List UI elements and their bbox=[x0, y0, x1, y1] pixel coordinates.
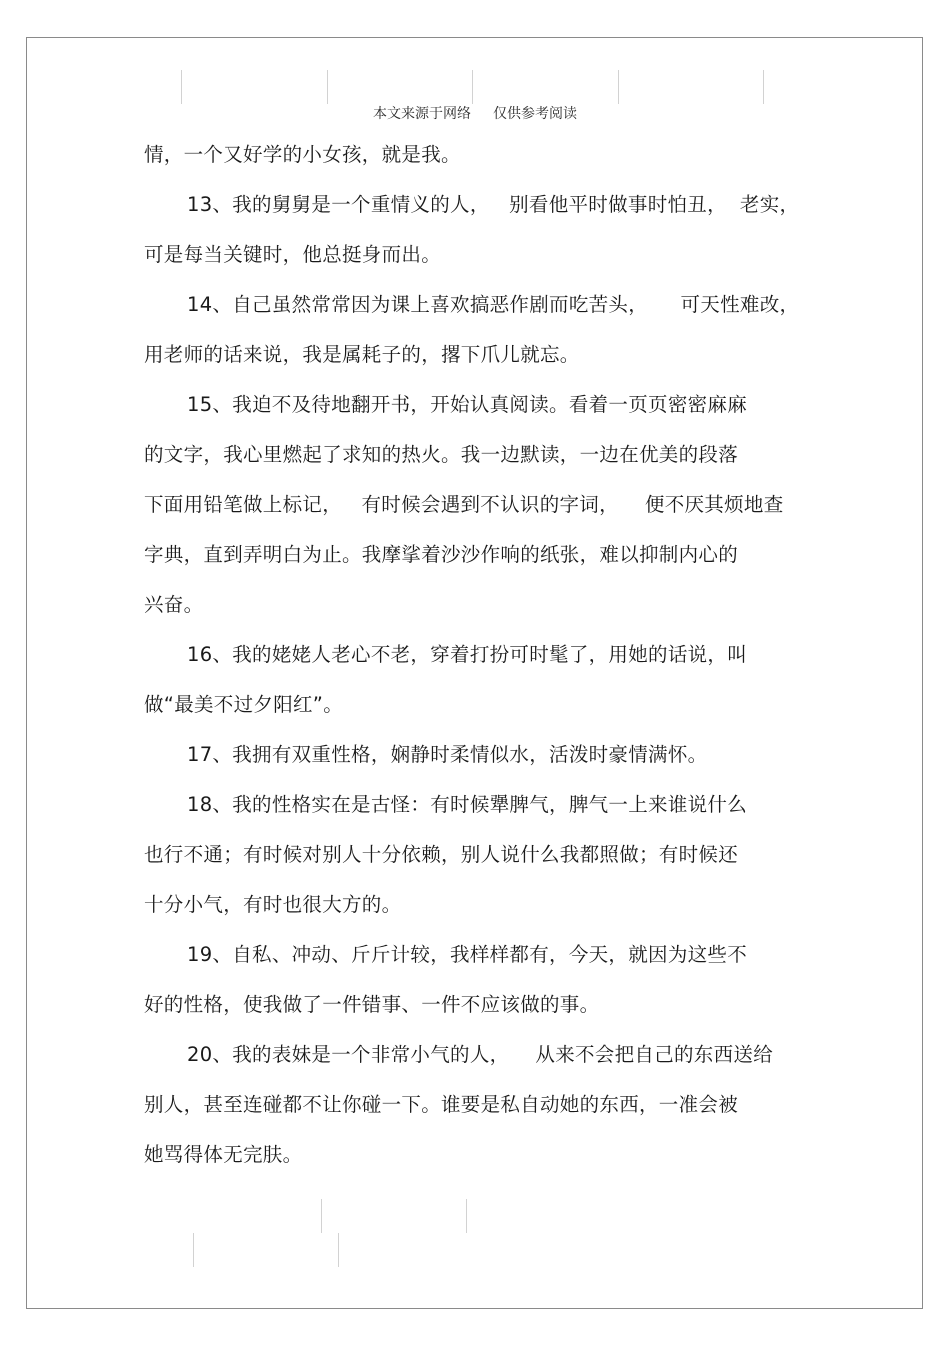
text-line: 做“最美不过夕阳红”。 bbox=[144, 693, 344, 716]
footer-divider bbox=[466, 1199, 467, 1233]
footer-divider bbox=[338, 1233, 339, 1267]
header-divider bbox=[763, 70, 764, 104]
text-line: 19、自私、冲动、斤斤计较，我样样都有，今天，就因为这些不 bbox=[187, 943, 748, 966]
footer-divider bbox=[193, 1233, 194, 1267]
header-divider bbox=[618, 70, 619, 104]
text-line: 下面用铅笔做上标记， 有时候会遇到不认识的字词， 便不厌其烦地查 bbox=[144, 493, 784, 516]
text-line: 情，一个又好学的小女孩，就是我。 bbox=[144, 143, 461, 166]
text-line: 好的性格，使我做了一件错事、一件不应该做的事。 bbox=[144, 993, 600, 1016]
header-divider bbox=[472, 70, 473, 104]
text-line: 别人，甚至连碰都不让你碰一下。谁要是私自动她的东西，一准会被 bbox=[144, 1093, 739, 1116]
header-divider bbox=[181, 70, 182, 104]
text-line: 也行不通；有时候对别人十分依赖，别人说什么我都照做；有时候还 bbox=[144, 843, 739, 866]
text-line: 17、我拥有双重性格，娴静时柔情似水，活泼时豪情满怀。 bbox=[187, 743, 708, 766]
reference-note: 仅供参考阅读 bbox=[493, 106, 577, 122]
header-note bbox=[0, 103, 950, 123]
text-line: 用老师的话来说，我是属耗子的，撂下爪儿就忘。 bbox=[144, 343, 580, 366]
page-frame bbox=[26, 37, 923, 1309]
text-line: 她骂得体无完肤。 bbox=[144, 1143, 303, 1166]
header-divider bbox=[327, 70, 328, 104]
source-note: 本文来源于网络 bbox=[373, 106, 471, 122]
text-line: 14、自己虽然常常因为课上喜欢搞恶作剧而吃苦头， 可天性难改， bbox=[187, 293, 800, 316]
text-line: 的文字，我心里燃起了求知的热火。我一边默读，一边在优美的段落 bbox=[144, 443, 739, 466]
text-line: 18、我的性格实在是古怪：有时候犟脾气，脾气一上来谁说什么 bbox=[187, 793, 748, 816]
text-line: 15、我迫不及待地翻开书，开始认真阅读。看着一页页密密麻麻 bbox=[187, 393, 748, 416]
text-line: 13、我的舅舅是一个重情义的人， 别看他平时做事时怕丑， 老实， bbox=[187, 193, 800, 216]
footer-divider bbox=[321, 1199, 322, 1233]
text-line: 兴奋。 bbox=[144, 593, 204, 616]
text-line: 可是每当关键时，他总挺身而出。 bbox=[144, 243, 442, 266]
text-line: 20、我的表妹是一个非常小气的人， 从来不会把自己的东西送给 bbox=[187, 1043, 774, 1066]
text-line: 十分小气，有时也很大方的。 bbox=[144, 893, 402, 916]
text-line: 16、我的姥姥人老心不老，穿着打扮可时髦了，用她的话说，叫 bbox=[187, 643, 748, 666]
text-line: 字典，直到弄明白为止。我摩挲着沙沙作响的纸张，难以抑制内心的 bbox=[144, 543, 739, 566]
